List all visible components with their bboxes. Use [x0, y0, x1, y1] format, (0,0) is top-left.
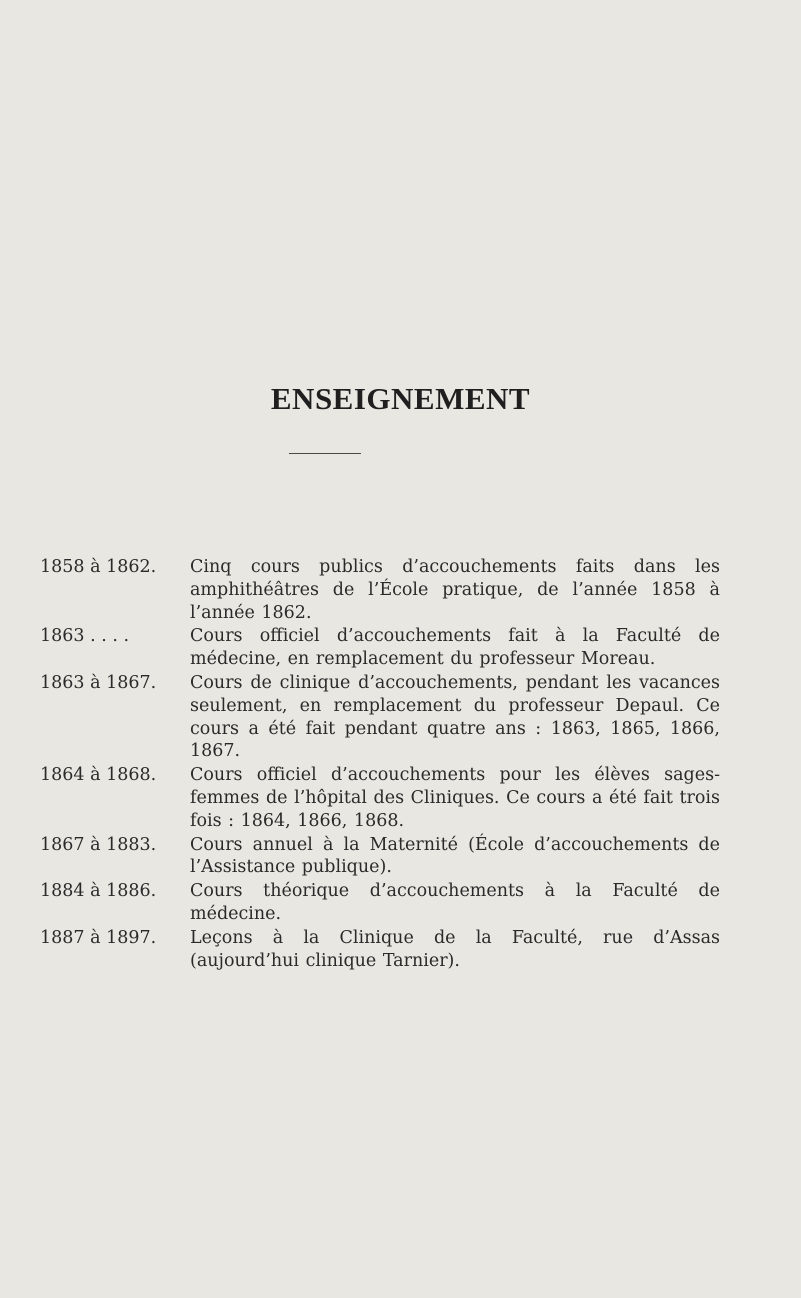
entry-text: Cours officiel d’accouchements fait à la Faculté de médecine, en remplacement du professeur Moreau.: [190, 626, 720, 670]
entry-text: Leçons à la Clinique de la Faculté, rue d’Assas (aujourd’hui clinique Tarnier).: [190, 927, 720, 971]
entry-date: 1887 à 1897.: [40, 927, 157, 948]
list-item: [40, 834, 740, 880]
entry-date: 1864 à 1868.: [40, 765, 157, 786]
entry-text: Cours officiel d’accouchements pour les élèves sages-femmes de l’hôpital des Cliniques. Ce cours a été fait trois fois : 1864, 1866, 1868.: [190, 765, 720, 831]
list-item: [40, 927, 740, 973]
title-rule: [289, 453, 361, 454]
entry-date: 1867 à 1883.: [40, 834, 157, 855]
entry-text: Cours théorique d’accouchements à la Faculté de médecine.: [190, 881, 720, 924]
list-item: [40, 764, 740, 832]
entry-text: Cinq cours publics d’accouchements faits dans les amphithéâtres de l’École pratique, de l’année 1858 à l’année 1862.: [190, 557, 720, 623]
page-title: ENSEIGNEMENT: [270, 380, 531, 416]
list-item: [40, 880, 740, 926]
list-item: [40, 672, 740, 763]
entry-text: Cours annuel à la Maternité (École d’accouchements de l’Assistance publique).: [190, 834, 720, 878]
list-item: [40, 625, 740, 671]
entry-date: 1863 à 1867.: [40, 672, 157, 693]
entry-date: 1858 à 1862.: [40, 557, 157, 577]
entry-date: 1863 . . . .: [40, 626, 130, 647]
entries-list: [40, 556, 740, 972]
entry-text: Cours de clinique d’accouchements, pendant les vacances seulement, en remplacement du professeur Depaul. Ce cours a été fait pendant quatre ans : 1863, 1865, 1866, 1867.: [190, 672, 720, 762]
entry-date: 1884 à 1886.: [40, 881, 157, 902]
list-item: [40, 556, 740, 624]
